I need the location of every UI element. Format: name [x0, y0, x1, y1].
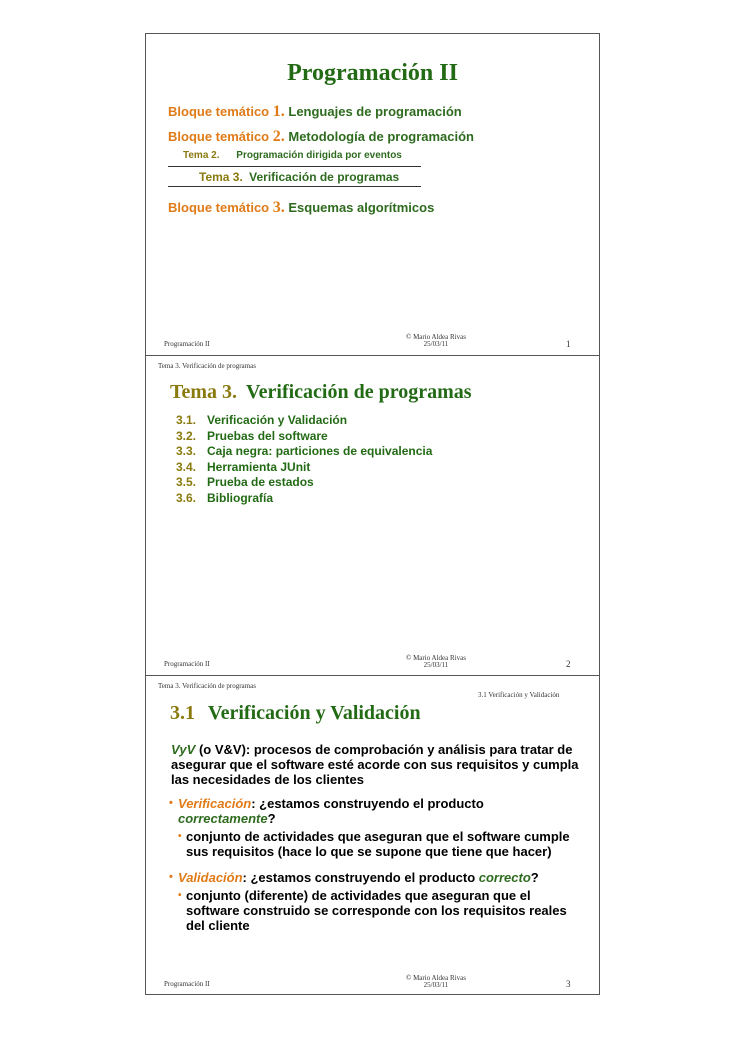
footer-date: 25/03/11: [423, 661, 449, 669]
item-title: Prueba de estados: [207, 475, 314, 490]
intro-text: asegurar que el software esté acorde con sus requisitos y cumpla: [171, 757, 579, 772]
list-item: [176, 491, 432, 507]
bullet-text: conjunto de actividades que aseguran que el software cumple: [186, 829, 570, 844]
footer-author: © Mario Aldea Rivas: [406, 333, 466, 341]
item-number: 3.4.: [176, 459, 197, 474]
item-number: 3.1.: [176, 413, 197, 427]
bullet-text: : ¿estamos construyendo el producto: [251, 796, 484, 811]
table-of-contents: [176, 413, 432, 507]
divider: [168, 166, 421, 167]
tema-label: Tema 3.: [199, 170, 243, 184]
item-title: Pruebas del software: [207, 428, 328, 443]
footer-author: © Mario Aldea Rivas: [406, 654, 466, 662]
footer-author: © Mario Aldea Rivas: [406, 974, 466, 982]
list-item: [176, 429, 432, 445]
bullet-text: del cliente: [186, 918, 250, 933]
item-title: Caja negra: particiones de equivalencia: [207, 444, 433, 459]
tema-name: Verificación de programas: [249, 170, 400, 184]
block-1: [168, 103, 462, 121]
bullet-text: software construido se corresponde con los requisitos reales: [186, 903, 567, 918]
bullet-icon: •: [178, 890, 182, 901]
block-number: 1.: [272, 103, 285, 120]
slide-2: [146, 356, 599, 676]
block-name: Esquemas algorítmicos: [288, 200, 435, 215]
block-number: 3.: [272, 199, 285, 216]
footer-left: Programación II: [164, 660, 210, 668]
block-name: Metodología de programación: [288, 129, 474, 144]
term-validacion: Validación: [178, 870, 243, 885]
bullet-icon: •: [178, 831, 182, 842]
footer-left: Programación II: [164, 980, 210, 988]
item-number: 3.6.: [176, 490, 197, 505]
intro-paragraph: [171, 742, 578, 787]
page-number: 2: [566, 659, 571, 669]
slide-title: [170, 381, 472, 404]
block-prefix: Bloque temático: [168, 104, 270, 119]
slide-3: [146, 676, 599, 996]
sub-bullet: [178, 888, 567, 933]
block-number: 2.: [272, 128, 285, 145]
block-2: [168, 128, 474, 146]
slide-title: [170, 702, 421, 725]
footer-left: Programación II: [164, 340, 210, 348]
sub-bullet: [178, 829, 570, 859]
page-number: 1: [566, 339, 571, 349]
slide-header: Tema 3. Verificación de programas: [158, 682, 256, 690]
bullet-text: sus requisitos (hace lo que se supone que tiene que hacer): [186, 844, 552, 859]
bullet-validacion: [169, 870, 539, 885]
tema-name: Programación dirigida por eventos: [236, 150, 402, 161]
page-number: 3: [566, 979, 571, 989]
block-3: [168, 199, 434, 217]
item-title: Herramienta JUnit: [207, 459, 311, 474]
term-vyv: VyV: [171, 742, 196, 757]
footer-date: 25/03/11: [423, 340, 449, 348]
block-name: Lenguajes de programación: [288, 104, 462, 119]
block-prefix: Bloque temático: [168, 200, 270, 215]
item-title: Bibliografía: [207, 490, 274, 505]
list-item: [176, 444, 432, 460]
block-prefix: Bloque temático: [168, 129, 270, 144]
term-correctamente: correctamente: [178, 811, 268, 826]
title-name: Verificación y Validación: [208, 702, 421, 724]
bullet-text: ?: [530, 870, 539, 885]
list-item: [176, 413, 432, 429]
list-item: [176, 460, 432, 476]
tema-label: Tema 2.: [183, 150, 220, 161]
term-correcto: correcto: [478, 870, 531, 885]
divider: [168, 186, 421, 187]
bullet-text: : ¿estamos construyendo el producto: [242, 870, 479, 885]
intro-text: las necesidades de los clientes: [171, 772, 364, 787]
bullet-icon: •: [169, 871, 173, 883]
footer-date: 25/03/11: [423, 981, 449, 989]
tema-2: [183, 150, 402, 161]
section-header: 3.1 Verificación y Validación: [478, 691, 560, 699]
slide-title: Programación II: [287, 60, 458, 86]
bullet-icon: •: [169, 797, 173, 809]
title-prefix: Tema 3.: [170, 381, 238, 403]
item-title: Verificación y Validación: [207, 413, 348, 427]
bullet-text: ?: [267, 811, 276, 826]
slide-1: [146, 34, 599, 354]
item-number: 3.2.: [176, 428, 197, 443]
tema-3: [199, 170, 399, 184]
slide-header: Tema 3. Verificación de programas: [158, 362, 256, 370]
term-verificacion: Verificación: [178, 796, 252, 811]
item-number: 3.5.: [176, 475, 197, 490]
title-number: 3.1: [170, 702, 195, 724]
title-name: Verificación de programas: [246, 381, 472, 403]
intro-text: (o V&V): procesos de comprobación y análisis para tratar de: [195, 742, 573, 757]
item-number: 3.3.: [176, 444, 197, 459]
list-item: [176, 475, 432, 491]
bullet-text: conjunto (diferente) de actividades que aseguran que el: [186, 888, 531, 903]
bullet-verificacion: [169, 796, 484, 826]
